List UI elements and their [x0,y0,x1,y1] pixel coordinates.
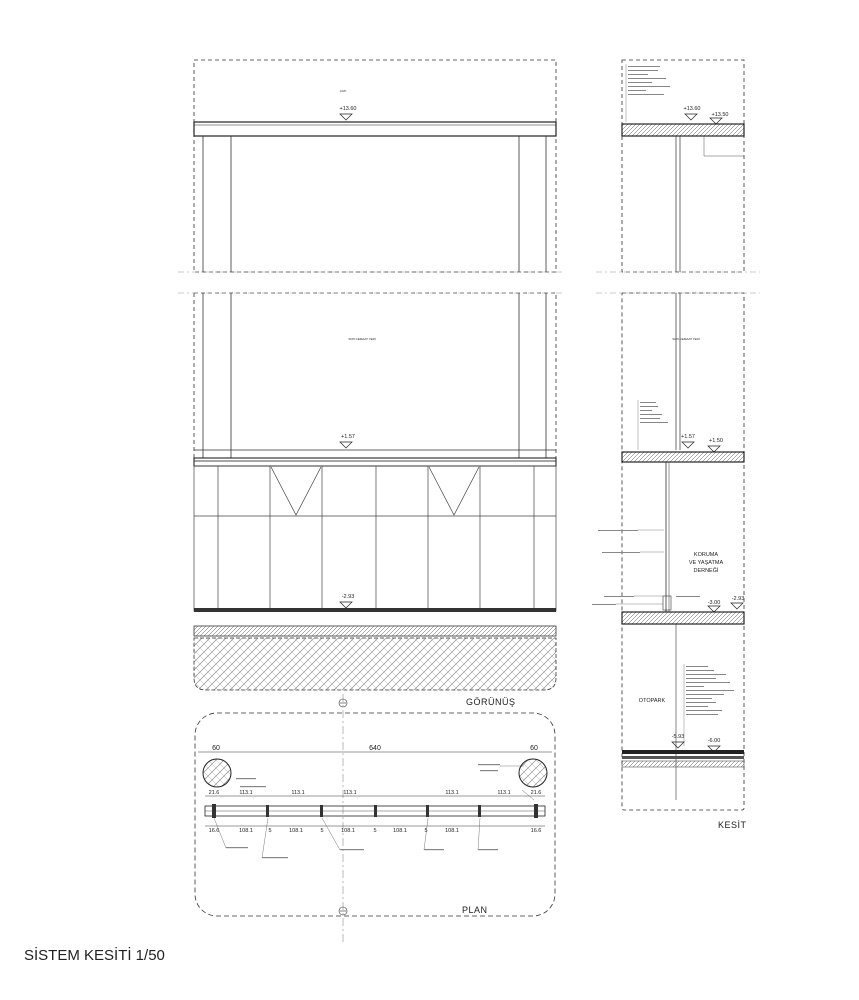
parking-label: OTOPARK [638,698,666,704]
lower-dim-5: 108.1 [445,828,459,834]
plan-dim-left: 60 [212,745,220,752]
level-marker-icon [682,442,694,448]
lower-dim-2: 108.1 [289,828,303,834]
gap-dim-4: 5 [424,828,428,834]
section-lower-level-b: -2.93 [731,596,745,602]
level-marker-icon [672,742,684,748]
room-label-line-3: DERNEĞİ [693,568,719,574]
column-right [519,759,547,787]
edge-dim-right: 21.6 [530,790,542,796]
level-marker-icon [685,114,697,120]
section-roof-level-b: +13.50 [711,112,729,118]
room-label-line-2: VE YAŞATMA [688,560,724,566]
sheet-title: SİSTEM KESİTİ 1/50 [24,947,165,964]
room-label-line-1: KORUMA [693,552,719,558]
plan-dim-right: 60 [530,745,538,752]
roof-level-label: +13.60 [339,106,357,112]
floor-level-label: +1.57 [341,434,355,440]
bay-dim-2: 113.1 [291,790,305,796]
plan-dim-center: 640 [369,745,381,752]
parking-level-b: -6.00 [707,738,721,744]
gap-dim-3: 5 [373,828,377,834]
gap-dim-1: 5 [268,828,272,834]
section-lower-level-a: -3.00 [707,600,721,606]
edge-dim-small-right: 16.6 [530,828,542,834]
section-floor-level-a: +1.57 [681,434,695,440]
lower-dim-1: 108.1 [239,828,253,834]
section-floor-level-b: +1.50 [709,438,723,444]
plan-view [195,713,555,916]
edge-dim-left: 21.6 [208,790,220,796]
bay-dim-4: 113.1 [445,790,459,796]
level-marker-icon [340,602,352,608]
elevation-title: GÖRÜNÜŞ [466,697,516,707]
lower-dim-4: 108.1 [393,828,407,834]
section-roof-level-a: +13.60 [683,106,701,112]
section-marker-icon [339,694,347,944]
gap-dim-2: 5 [320,828,324,834]
bay-dim-3: 113.1 [343,790,357,796]
section-view [592,60,760,830]
bay-dim-1: 113.1 [239,790,253,796]
level-marker-icon [708,446,720,452]
level-marker-icon [708,606,720,612]
section-space-label: SON CEMAAT YERİ [672,337,700,341]
elevation-view [178,60,565,944]
roof-label: ÇATI [339,89,347,93]
column-left [203,759,231,787]
space-label: SON CEMAAT YERİ [348,337,376,341]
section-title: KESİT [718,820,747,830]
lower-dim-3: 108.1 [341,828,355,834]
bay-dim-5: 113.1 [497,790,511,796]
parking-level-a: -5.93 [671,734,685,740]
level-marker-icon [731,603,743,609]
lower-level-label: -2.93 [341,594,355,600]
level-marker-icon [710,118,722,124]
edge-dim-small-left: 16.6 [208,828,220,834]
level-marker-icon [340,114,352,120]
plan-title: PLAN [462,905,488,915]
level-marker-icon [340,442,352,448]
